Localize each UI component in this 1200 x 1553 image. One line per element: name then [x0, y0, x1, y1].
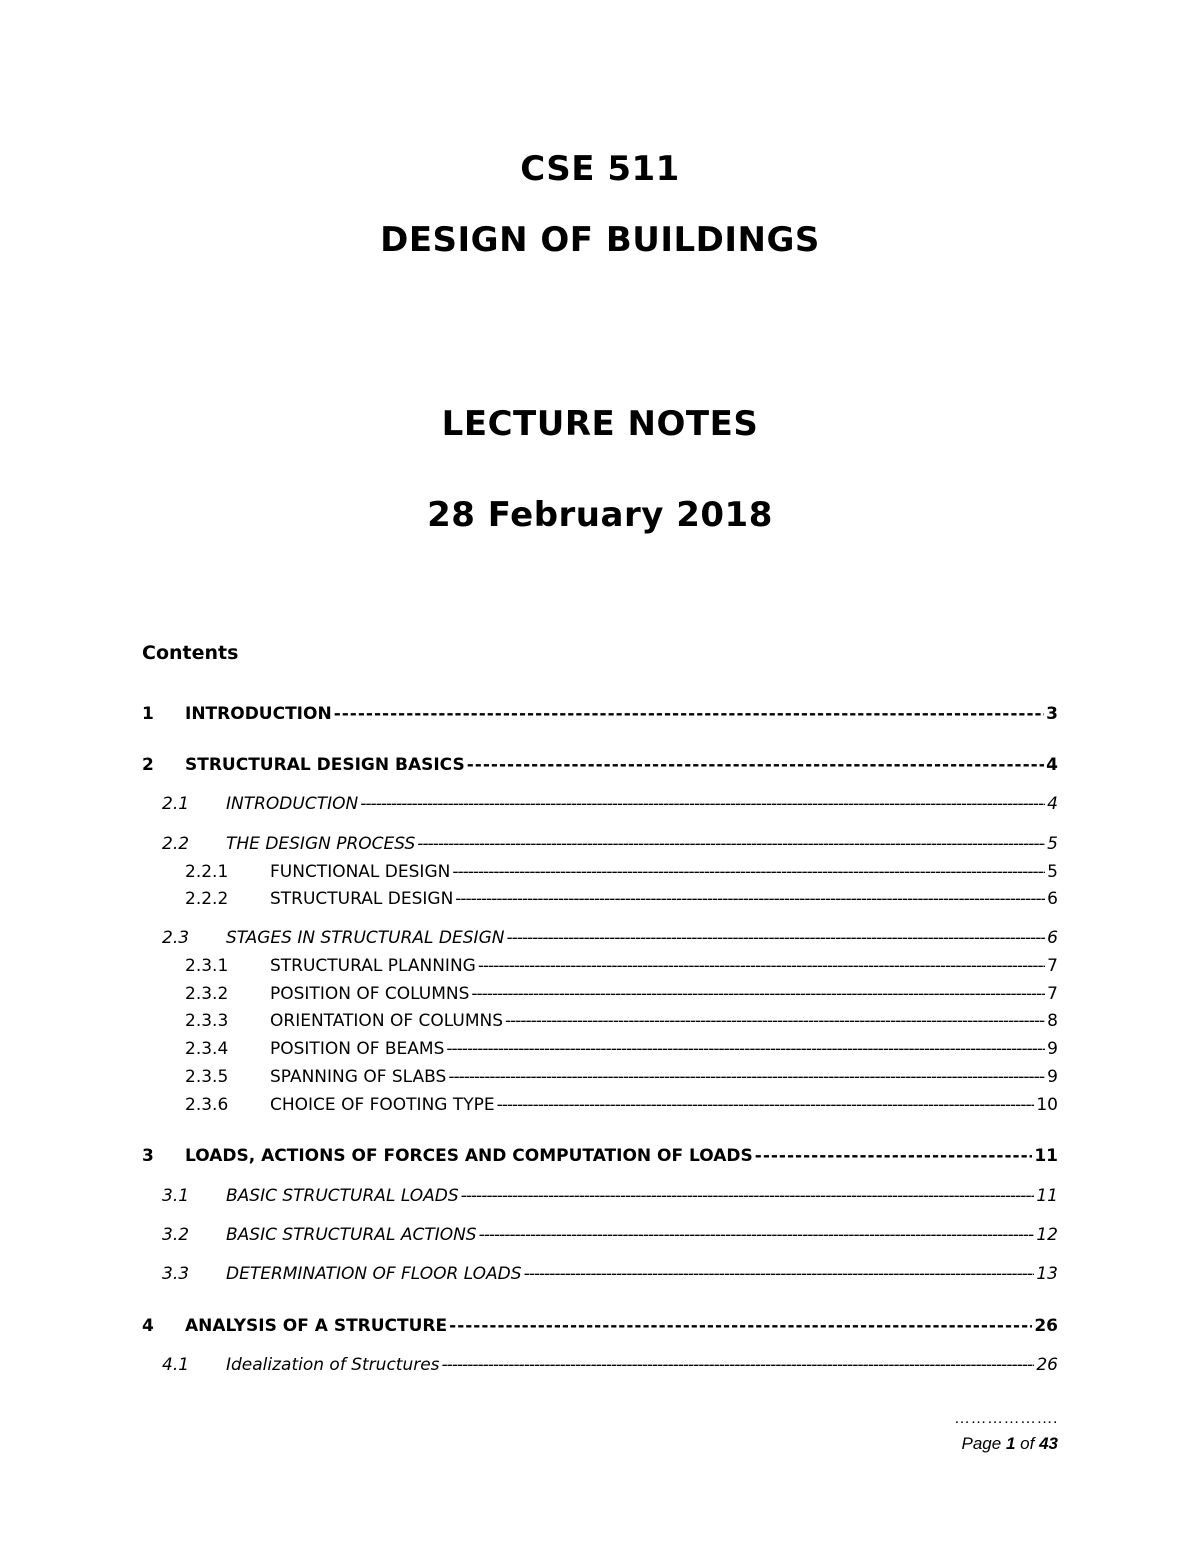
toc-leader — [417, 836, 1045, 853]
toc-entry-number: 2.2 — [162, 836, 190, 853]
toc-entry-number: 4 — [142, 1318, 154, 1335]
course-code: CSE 511 — [520, 149, 680, 189]
toc-entry-page: 6 — [1047, 891, 1058, 908]
toc-entry-number: 3.1 — [162, 1188, 190, 1205]
document-type: LECTURE NOTES — [441, 404, 759, 444]
toc-entry[interactable] — [162, 1227, 1058, 1244]
toc-entry-page: 26 — [1036, 1357, 1058, 1374]
toc-entry-number: 2.3.1 — [185, 958, 229, 975]
toc-leader — [478, 958, 1045, 975]
toc-entry-number: 2.3.4 — [185, 1041, 229, 1058]
toc-entry-number: 2.3 — [162, 930, 190, 947]
page-total: 43 — [1039, 1434, 1058, 1453]
toc-leader — [506, 930, 1045, 947]
toc-entry-page: 5 — [1047, 864, 1058, 881]
toc-entry-page: 7 — [1047, 986, 1058, 1003]
toc-entry[interactable] — [185, 958, 1058, 975]
toc-leader — [449, 1318, 1032, 1335]
toc-entry[interactable] — [162, 796, 1058, 813]
toc-entry-title: BASIC STRUCTURAL LOADS — [226, 1188, 459, 1205]
toc-entry-page: 9 — [1047, 1069, 1058, 1086]
toc-entry-title: FUNCTIONAL DESIGN — [270, 864, 451, 881]
toc-leader — [471, 986, 1045, 1003]
toc-entry-page: 26 — [1034, 1318, 1058, 1335]
toc-entry-page: 9 — [1047, 1041, 1058, 1058]
toc-entry-title: SPANNING OF SLABS — [270, 1069, 447, 1086]
toc-leader — [479, 1227, 1035, 1244]
toc-leader — [452, 864, 1045, 881]
toc-entry-title: POSITION OF COLUMNS — [270, 986, 470, 1003]
toc-entry-page: 4 — [1047, 796, 1058, 813]
toc-entry-number: 2.2.1 — [185, 864, 229, 881]
page-indicator — [962, 1434, 1058, 1454]
toc-entry-title: ORIENTATION OF COLUMNS — [270, 1013, 503, 1030]
toc-leader — [505, 1013, 1045, 1030]
toc-entry-number: 2.3.5 — [185, 1069, 229, 1086]
toc-entry-page: 8 — [1047, 1013, 1058, 1030]
toc-entry-title: ANALYSIS OF A STRUCTURE — [185, 1318, 448, 1335]
toc-entry-title: STRUCTURAL PLANNING — [270, 958, 476, 975]
toc-leader — [461, 1188, 1035, 1205]
toc-entry-number: 3.3 — [162, 1266, 190, 1283]
toc-leader — [524, 1266, 1035, 1283]
toc-entry-page: 6 — [1047, 930, 1058, 947]
toc-entry-title: STRUCTURAL DESIGN BASICS — [185, 757, 465, 774]
toc-entry-title: CHOICE OF FOOTING TYPE — [270, 1097, 495, 1114]
toc-entry-number: 2.3.6 — [185, 1097, 229, 1114]
toc-leader — [448, 1069, 1045, 1086]
toc-entry-number: 2 — [142, 757, 154, 774]
toc-entry[interactable] — [142, 706, 1058, 723]
toc-entry-number: 1 — [142, 706, 154, 723]
toc-leader — [446, 1041, 1045, 1058]
toc-leader — [334, 706, 1044, 723]
toc-entry[interactable] — [185, 891, 1058, 908]
toc-entry-page: 10 — [1036, 1097, 1058, 1114]
toc-entry-page: 13 — [1036, 1266, 1058, 1283]
toc-entry-title: INTRODUCTION — [226, 796, 359, 813]
toc-entry[interactable] — [162, 836, 1058, 853]
toc-entry-title: DETERMINATION OF FLOOR LOADS — [226, 1266, 522, 1283]
toc-leader — [467, 757, 1044, 774]
toc-entry[interactable] — [185, 864, 1058, 881]
toc-entry-page: 4 — [1046, 757, 1058, 774]
toc-entry[interactable] — [185, 1097, 1058, 1114]
page-current: 1 — [1005, 1434, 1016, 1453]
toc-leader — [442, 1357, 1035, 1374]
toc-entry-title: BASIC STRUCTURAL ACTIONS — [226, 1227, 477, 1244]
toc-entry-title: THE DESIGN PROCESS — [226, 836, 416, 853]
course-title: DESIGN OF BUILDINGS — [380, 220, 820, 260]
toc-entry-page: 11 — [1034, 1148, 1058, 1165]
toc-entry[interactable] — [142, 1148, 1058, 1165]
toc-entry-number: 4.1 — [162, 1357, 190, 1374]
toc-entry-page: 5 — [1047, 836, 1058, 853]
toc-entry[interactable] — [162, 930, 1058, 947]
toc-entry[interactable] — [162, 1357, 1058, 1374]
toc-leader — [360, 796, 1045, 813]
page-label: Page — [961, 1434, 1002, 1453]
toc-entry[interactable] — [185, 1013, 1058, 1030]
toc-entry-page: 7 — [1047, 958, 1058, 975]
toc-entry-number: 2.3.2 — [185, 986, 229, 1003]
toc-entry[interactable] — [162, 1266, 1058, 1283]
footer-dots: ………………. — [954, 1410, 1058, 1427]
contents-heading: Contents — [142, 642, 239, 664]
toc-entry-title: INTRODUCTION — [185, 706, 332, 723]
toc-entry-number: 2.3.3 — [185, 1013, 229, 1030]
toc-entry-page: 3 — [1046, 706, 1058, 723]
toc-entry[interactable] — [185, 986, 1058, 1003]
toc-leader — [497, 1097, 1035, 1114]
toc-entry-number: 3 — [142, 1148, 154, 1165]
toc-entry-number: 2.2.2 — [185, 891, 229, 908]
toc-entry[interactable] — [185, 1041, 1058, 1058]
toc-entry-title: LOADS, ACTIONS OF FORCES AND COMPUTATION OF LOADS — [185, 1148, 753, 1165]
toc-entry-title: Idealization of Structures — [226, 1357, 440, 1374]
document-date: 28 February 2018 — [427, 495, 773, 535]
toc-entry-page: 12 — [1036, 1227, 1058, 1244]
toc-leader — [455, 891, 1045, 908]
toc-entry-title: POSITION OF BEAMS — [270, 1041, 445, 1058]
toc-entry[interactable] — [142, 757, 1058, 774]
toc-entry-number: 3.2 — [162, 1227, 190, 1244]
toc-entry-title: STAGES IN STRUCTURAL DESIGN — [226, 930, 505, 947]
page-of: of — [1020, 1434, 1035, 1453]
toc-entry[interactable] — [142, 1318, 1058, 1335]
toc-entry-page: 11 — [1036, 1188, 1058, 1205]
toc-entry[interactable] — [185, 1069, 1058, 1086]
toc-entry[interactable] — [162, 1188, 1058, 1205]
toc-leader — [755, 1148, 1033, 1165]
toc-entry-title: STRUCTURAL DESIGN — [270, 891, 454, 908]
toc-entry-number: 2.1 — [162, 796, 190, 813]
